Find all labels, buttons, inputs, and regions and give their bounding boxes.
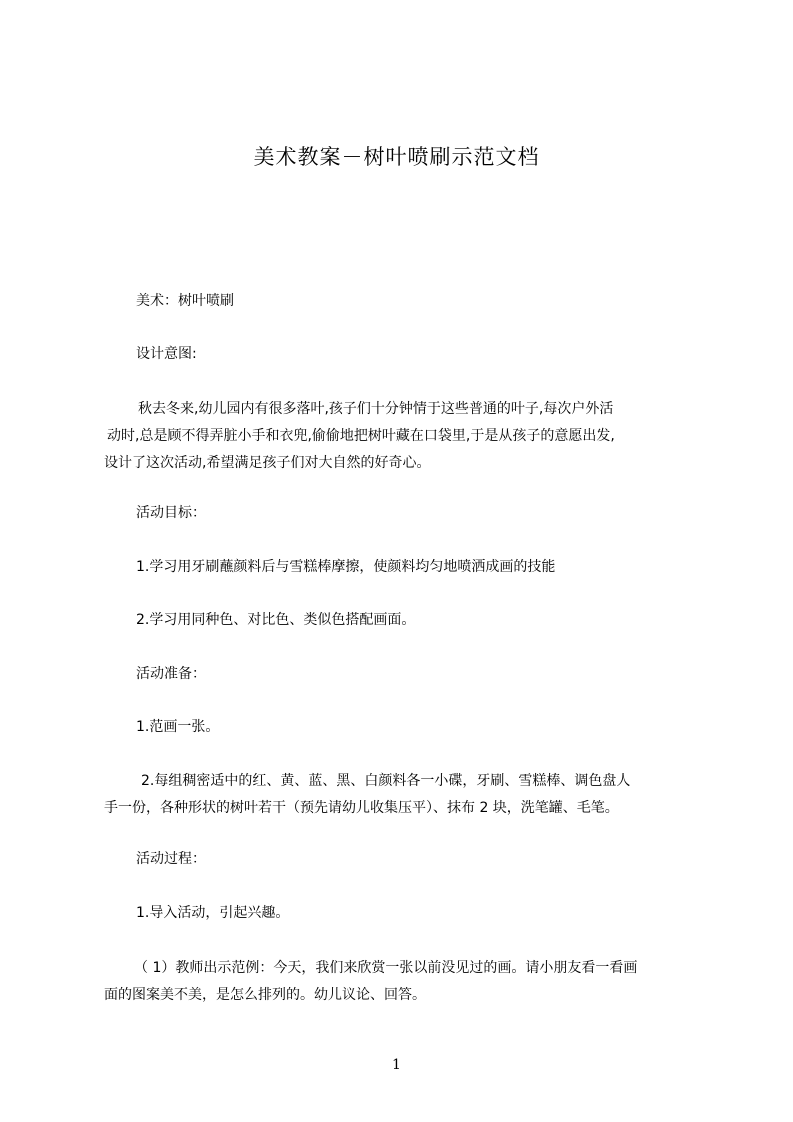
text-line: 1.导入活动，引起兴趣。 xyxy=(136,905,290,921)
text-line: 美术：树叶喷刷 xyxy=(136,293,234,309)
paragraph-subject xyxy=(104,288,751,315)
text-line: 1.范画一张。 xyxy=(136,719,220,735)
paragraph-process-1 xyxy=(104,900,751,927)
text-line: 活动准备： xyxy=(136,666,206,682)
paragraph-process-heading xyxy=(104,846,751,873)
text-line: 秋去冬来,幼儿园内有很多落叶,孩子们十分钟情于这些普通的叶子,每次户外活 xyxy=(138,401,614,417)
text-line: 动时,总是顾不得弄脏小手和衣兜,偷偷地把树叶藏在口袋里,于是从孩子的意愿出发, xyxy=(107,428,615,444)
paragraph-design-intent-heading xyxy=(104,341,751,368)
paragraph-preparation-heading xyxy=(104,661,751,688)
page-number: 1 xyxy=(392,1057,401,1073)
paragraph-design-intent-body xyxy=(104,396,719,477)
document-title: 美术教案－树叶喷刷示范文档 xyxy=(253,145,540,169)
paragraph-goal-1 xyxy=(104,554,751,581)
text-line: 2.学习用同种色、对比色、类似色搭配画面。 xyxy=(136,612,416,628)
text-line: 2.每组稠密适中的红、黄、蓝、黑、白颜料各一小碟，牙刷、雪糕棒、调色盘人 xyxy=(141,773,631,789)
paragraph-preparation-1 xyxy=(104,714,751,741)
paragraph-goal-2 xyxy=(104,607,751,634)
paragraph-goals-heading xyxy=(104,500,751,527)
text-line: 面的图案美不美，是怎么排列的。幼儿议论、回答。 xyxy=(104,987,426,1003)
paragraph-preparation-2 xyxy=(104,768,719,822)
text-line: 活动目标： xyxy=(136,505,206,521)
text-line: 手一份，各种形状的树叶若干（预先请幼儿收集压平）、抹布 2 块，洗笔罐、毛笔。 xyxy=(104,800,619,816)
text-line: 设计意图: xyxy=(136,346,197,362)
text-line: （ 1）教师出示范例：今天，我们来欣赏一张以前没见过的画。请小朋友看一看画 xyxy=(134,960,638,976)
paragraph-process-1-1 xyxy=(104,955,719,1009)
text-line: 活动过程： xyxy=(136,851,206,867)
text-line: 设计了这次活动,希望满足孩子们对大自然的好奇心。 xyxy=(104,455,431,471)
text-line: 1.学习用牙刷蘸颜料后与雪糕棒摩擦，使颜料均匀地喷洒成画的技能 xyxy=(136,559,556,575)
